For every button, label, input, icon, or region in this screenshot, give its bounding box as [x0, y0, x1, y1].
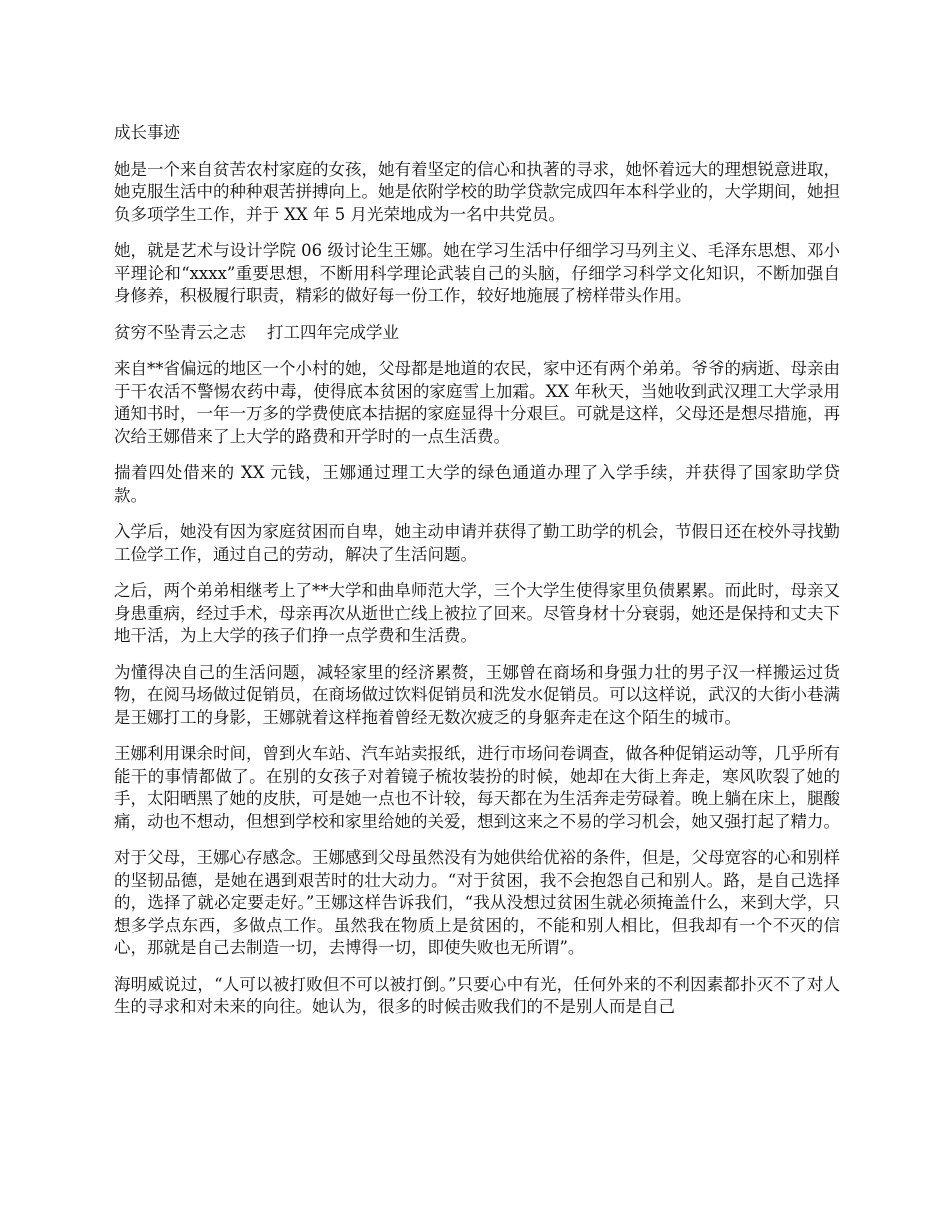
body-paragraph-8: 海明威说过，“人可以被打败但不可以被打倒。”只要心中有光，任何外来的不利因素都扑灭不了对人生的寻求和对未来的向往。她认为，很多的时候击败我们的不是别人而是自己 — [114, 974, 840, 1016]
document-body — [114, 122, 840, 1033]
body-paragraph-6: 王娜利用课余时间，曾到火车站、汽车站卖报纸，进行市场问卷调查，做各种促销运动等，几乎所有能干的事情都做了。在别的女孩子对着镜子梳妆装扮的时候，她却在大街上奔走，寒风吹裂了她的手，太阳晒黑了她的皮肤，可是她一点也不计较，每天都在为生活奔走劳碌着。晚上躺在床上，腿酸痛，动也不想动，但想到学校和家里给她的关爱，想到这来之不易的学习机会，她又强打起了精力。 — [114, 744, 840, 831]
document-title: 成长事迹 — [114, 123, 180, 142]
body-paragraph-5: 为懂得决自己的生活问题，减轻家里的经济累赘，王娜曾在商场和身强力壮的男子汉一样搬运过货物，在阅马场做过促销员，在商场做过饮料促销员和洗发水促销员。可以这样说，武汉的大街小巷满是王娜打工的身影，王娜就着这样拖着曾经无数次疲乏的身躯奔走在这个陌生的城市。 — [114, 662, 840, 727]
body-paragraph-1: 来自**省偏远的地区一个小村的她，父母都是地道的农民，家中还有两个弟弟。爷爷的病逝、母亲由于干农活不警惕农药中毒，使得底本贫困的家庭雪上加霜。XX 年秋天，当她收到武汉理工大学录用通知书时，一年一万多的学费使底本拮据的家庭显得十分艰巨。可就是这样，父母还是想尽措施，再次给王娜借来了上大学的路费和开学时的一点生活费。 — [114, 359, 840, 446]
body-paragraph-3: 入学后，她没有因为家庭贫困而自卑，她主动申请并获得了勤工助学的机会，节假日还在校外寻找勤工俭学工作，通过自己的劳动，解决了生活问题。 — [114, 522, 840, 564]
intro-paragraph-1: 她是一个来自贫苦农村家庭的女孩，她有着坚定的信心和执著的寻求，她怀着远大的理想锐意进取，她克服生活中的种种艰苦拼搏向上。她是依附学校的助学贷款完成四年本科学业的，大学期间，她担负多项学生工作，并于 XX 年 5 月光荣地成为一名中共党员。 — [114, 159, 840, 224]
body-paragraph-7: 对于父母，王娜心存感念。王娜感到父母虽然没有为她供给优裕的条件，但是，父母宽容的心和别样的坚韧品德，是她在遇到艰苦时的壮大动力。“对于贫困，我不会抱怨自己和别人。路，是自己选择的，选择了就必定要走好。”王娜这样告诉我们，“我从没想过贫困生就必须掩盖什么，来到大学，只想多学点东西，多做点工作。虽然我在物质上是贫困的，不能和别人相比，但我却有一个不灭的信心，那就是自己去制造一切，去博得一切，即使失败也无所谓”。 — [114, 848, 840, 957]
intro-paragraph-2: 她，就是艺术与设计学院 06 级讨论生王娜。她在学习生活中仔细学习马列主义、毛泽东思想、邓小平理论和“xxxx”重要思想，不断用科学理论武装自己的头脑，仔细学习科学文化知识，不断加强自身修养，积极履行职责，精彩的做好每一份工作，较好地施展了榜样带头作用。 — [114, 241, 840, 305]
section-heading: 贫穷不坠青云之志 打工四年完成学业 — [114, 322, 399, 342]
body-paragraph-4: 之后，两个弟弟相继考上了**大学和曲阜师范大学，三个大学生使得家里负债累累。而此时，母亲又身患重病，经过手术，母亲再次从逝世亡线上被拉了回来。尽管身材十分衰弱，她还是保持和丈夫下地干活，为上大学的孩子们挣一点学费和生活费。 — [114, 581, 840, 645]
body-paragraph-2: 揣着四处借来的 XX 元钱，王娜通过理工大学的绿色通道办理了入学手续，并获得了国家助学贷款。 — [114, 463, 840, 505]
